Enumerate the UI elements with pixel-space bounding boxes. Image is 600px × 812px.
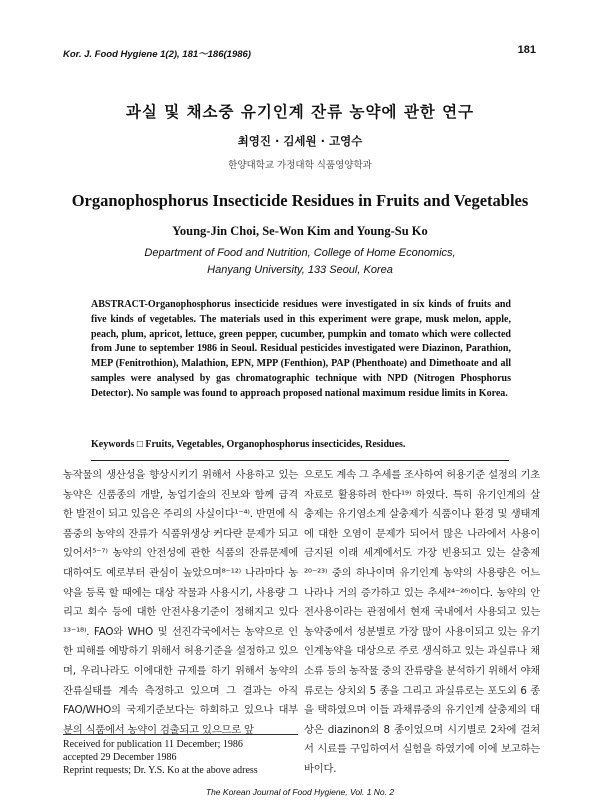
footnote-received: Received for publication 11 December; 1986 xyxy=(63,739,243,750)
english-authors: Young-Jin Choi, Se-Won Kim and Young-Su Ko xyxy=(172,224,428,238)
english-affiliation-line1: Department of Food and Nutrition, College of Home Economics, xyxy=(144,247,456,259)
korean-affiliation: 한양대학교 가정대학 식품영양학과 xyxy=(228,160,372,171)
footnote-reprint: Reprint requests; Dr. Y.S. Ko at the above adress xyxy=(63,765,258,776)
keywords: Keywords □ Fruits, Vegetables, Organophosphorus insecticides, Residues. xyxy=(91,439,406,450)
keywords-divider xyxy=(91,460,509,461)
body-column-right: 으로도 계속 그 추세를 조사하여 허용기준 설정의 기초자료로 활용하려 한다¹⁹⁾ 하였다. 특히 유기인계의 살충제는 유기염소계 살충제가 식품이나 환경 및 생태계에 대한 오염이 문제가 되어서 많은 나라에서 사용이 금지된 이래 세계에서도 가장 빈용되고 있는 살충제²⁰⁻²³⁾ 중의 하나이며 유기인계 농약의 사용량은 어느나라나 거의 증가하고 있는 추세²⁴⁻²⁶⁾이다. 농약의 안전사용이라는 관점에서 현재 국내에서 사용되고 있는 농약중에서 성분별로 가장 많이 사용이되고 있는 유기인계농약을 대상으로 주로 생식하고 있는 과실류나 채소류 등의 농작물 중의 잔류량을 분석하기 위해서 야채류로는 상치외 5 종을 그리고 과실류로는 포도외 6 종을 택하였으며 이들 과채류중의 유기인계 살충제의 대상은 diazinon외 8 종이었으며 시기별로 2차에 걸쳐서 시료를 구입하여서 실험을 하였기에 이에 보고하는 바이다. xyxy=(304,469,540,775)
footnote-rule xyxy=(63,734,298,735)
korean-title: 과실 및 채소중 유기인계 잔류 농약에 관한 연구 xyxy=(125,103,475,121)
english-title: Organophosphorus Insecticide Residues in Fruits and Vegetables xyxy=(71,191,529,210)
body-column-left: 농작물의 생산성을 향상시키기 위해서 사용하고 있는 농약은 신품종의 개발, 농업기술의 진보와 함께 급격한 발전이 되고 있음은 주리의 사실이다¹⁻⁴⁾. 반면에 식품중의 농약의 잔류가 식품위생상 커다란 문제가 되고있어서⁵⁻⁷⁾ 농약의 안전성에 관한 식품의 잔류문제에 대하여도 예로부터 관심이 높았으며⁸⁻¹²⁾ 나라마다 농약을 등록 할 때에는 대상 작물과 사용시기, 사용량 그리고 회수 등에 대한 안전사용기준이 정해지고 있다¹³⁻¹⁸⁾. FAO와 WHO 및 선진각국에서는 농약으로 인한 피해를 예방하기 위해서 허용기준을 설정하고 있으며, 우리나라도 이에대한 규제를 하기 위해서 농약의 잔류실태를 계속 측정하고 있으며 그 결과는 아직 FAO/WHO의 국제기준보다는 하회하고 있으나 대부분의 식품에서 농약이 검출되고 있으므로 앞 xyxy=(63,469,298,736)
footnote-accepted: accepted 29 December 1986 xyxy=(63,752,177,763)
english-affiliation-line2: Hanyang University, 133 Seoul, Korea xyxy=(207,264,393,276)
page-number: 181 xyxy=(517,44,536,56)
korean-authors: 최영진 · 김세원 · 고영수 xyxy=(237,134,363,148)
abstract: ABSTRACT-Organophosphorus insecticide residues were investigated in six kinds of fruits and five kinds of vegetables. The materials used in this experiment were grape, musk melon, apple, peach, plum, apricot, lettuce, green pepper, cucumber, pumpkin and tomato which were collected from June to september 1986 in Seoul. Residual pesticides investigated were Diazinon, Parathion, MEP (Fenitrothion), Malathion, EPN, MPP (Fenthion), PAP (Phenthoate) and Dimethoate and all samples were analysed by gas chromatographic technique with NPD (Nitrogen Phosphorus Detector). No sample was found to approach proposed national maximum residue limits in Korea. xyxy=(91,299,511,399)
page-footer: The Korean Journal of Food Hygiene, Vol. 1 No. 2 xyxy=(205,787,395,797)
journal-citation: Kor. J. Food Hygiene 1(2), 181～186(1986) xyxy=(63,49,251,60)
